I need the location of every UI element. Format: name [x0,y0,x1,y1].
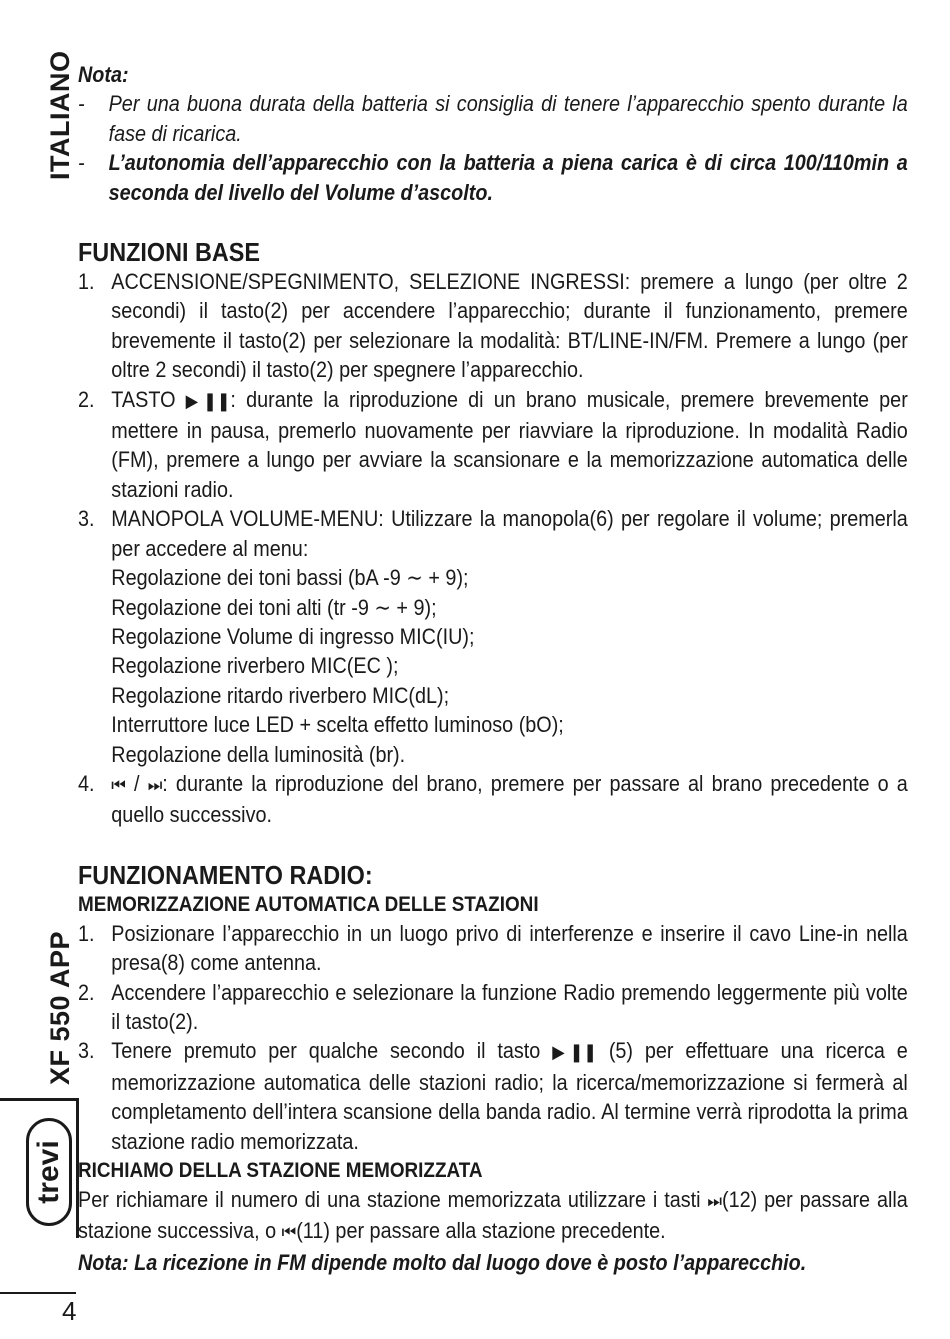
recall-heading: RICHIAMO DELLA STAZIONE MEMORIZZATA [78,1159,483,1182]
note-title: Nota: [78,62,129,87]
basic-item-text: ACCENSIONE/SPEGNIMENTO, SELEZIONE INGRESSI: premere a lungo (per oltre 2 secondi) il tasto(2) per accendere l’apparecchio; durante il funzionamento, premere brevemente il tasto(2) per selezionare la modalità: BT/LINE-IN/FM. Premere a lungo (per oltre 2 secondi) il tasto(2) per spegnere l’apparecchio. [111,269,908,383]
basic-item-text: MANOPOLA VOLUME-MENU: Utilizzare la manopola(6) per regolare il volume; premerla per accedere al menu: [111,506,908,561]
next-track-icon: ⏭ [707,1191,723,1212]
radio-item-2: 2. Accendere l’apparecchio e selezionare la funzione Radio premendo leggermente più volte il tasto(2). [78,978,908,1037]
basic-item-text: : durante la riproduzione di un brano musicale, premere brevemente per mettere in pausa, premerlo nuovamente per riavviare la riproduzione. In modalità Radio (FM), premere a lungo per avviare la scansionare e la memorizzazione automatica delle stazioni radio. [111,386,908,502]
radio-item-prefix: Tenere premuto per qualche secondo il tasto [111,1038,541,1064]
recall-paragraph: Per richiamare il numero di una stazione memorizzata utilizzare i tasti ⏭(12) per passare alla stazione successiva, o ⏮(11) per passare alla stazione precedente. [78,1185,908,1248]
side-divider [0,1098,76,1101]
menu-line: Interruttore luce LED + scelta effetto luminoso (bO); [111,712,564,738]
menu-line: Regolazione riverbero MIC(EC ); [111,653,399,679]
auto-store-heading: MEMORIZZAZIONE AUTOMATICA DELLE STAZIONI [78,892,539,916]
menu-line: Regolazione dei toni bassi (bA -9 ∼ + 9); [111,565,469,591]
basic-item-4: 4. ⏮ / ⏭: durante la riproduzione del brano, premere per passare al brano precedente o a quello successivo. [78,770,908,828]
fm-reception-note: Nota: La ricezione in FM dipende molto dal luogo dove è posto l’apparecchio. [78,1249,807,1275]
radio-item-text: (5) per effettuare una ricerca e memorizzazione automatica delle stazioni radio; la ricerca/memorizzazione si fermerà al completamento dell’intera scansione della banda radio. Al termine verrà riprodotta la prima stazione radio memorizzata. [111,1038,908,1154]
menu-line: Regolazione dei toni alti (tr -9 ∼ + 9); [111,594,437,620]
radio-item-text: Accendere l’apparecchio e selezionare la funzione Radio premendo leggermente più volte il tasto(2). [111,979,908,1034]
basic-item-prefix: TASTO [111,386,176,412]
trevi-logo [26,1118,72,1226]
basic-functions-heading: FUNZIONI BASE [78,237,261,268]
logo-text: trevi [32,1140,65,1204]
menu-line: Regolazione della luminosità (br). [111,741,406,767]
basic-item-text: : durante la riproduzione del brano, premere per passare al brano precedente o a quello successivo. [111,770,908,828]
previous-track-icon: ⏮ [281,1222,297,1244]
basic-item-1: 1. ACCENSIONE/SPEGNIMENTO, SELEZIONE INGRESSI: premere a lungo (per oltre 2 secondi) il tasto(2) per accendere l’apparecchio; durante il funzionamento, premere brevemente il tasto(2) per selezionare la modalità: BT/LINE-IN/FM. Premere a lungo (per oltre 2 secondi) il tasto(2) per spegnere l’apparecchio. [78,267,908,385]
main-content [78,60,908,1277]
basic-item-2: 2. TASTO ▶ ❚❚: durante la riproduzione di un brano musicale, premere brevemente per mettere in pausa, premerlo nuovamente per riavviare la riproduzione. In modalità Radio (FM), premere a lungo per avviare la scansionare e la memorizzazione automatica delle stazioni radio. [78,386,908,502]
next-track-icon: ⏭ [147,774,163,796]
radio-item-1: 1. Posizionare l’apparecchio in un luogo privo di interferenze e inserire il cavo Line-in nella presa(8) come antenna. [78,919,908,978]
note-section [78,60,908,207]
radio-item-text: Posizionare l’apparecchio in un luogo privo di interferenze e inserire il cavo Line-in nella presa(8) come antenna. [111,920,908,976]
basic-item-3: 3. MANOPOLA VOLUME-MENU: Utilizzare la manopola(6) per regolare il volume; premerla per accedere al menu: Regolazione dei toni bassi (bA -9 ∼ + 9); Regolazione dei toni alti (tr -9 ∼ + 9); Regolazione Volume di ingresso MIC(IU); Regolazione riverbero MIC(EC ); Regolazione ritardo riverbero MIC(dL); Interruttore luce LED + scelta effetto luminoso (bO); Regolazione della luminosità (br). [78,504,908,769]
language-label: ITALIANO [45,50,75,180]
model-side-label [45,930,78,1085]
menu-line: Regolazione Volume di ingresso MIC(IU); [111,623,475,649]
note-item: - Per una buona durata della batteria si consiglia di tenere l’apparecchio spento durante la fase di ricarica. [78,89,908,148]
language-side-label [45,50,78,180]
play-pause-icon: ▶ ❚❚ [185,390,231,412]
radio-heading: FUNZIONAMENTO RADIO: [78,859,373,890]
page-number: 4 [62,1296,77,1326]
previous-track-icon: ⏮ [111,774,126,796]
play-pause-icon: ▶ ❚❚ [552,1042,597,1064]
menu-line: Regolazione ritardo riverbero MIC(dL); [111,682,450,708]
note-text: Per una buona durata della batteria si consiglia di tenere l’apparecchio spento durante la fase di ricarica. [108,91,908,146]
note-item: - L’autonomia dell’apparecchio con la batteria a piena carica è di circa 100/110min a seconda del livello del Volume d’ascolto. [78,148,908,207]
note-text: L’autonomia dell’apparecchio con la batteria a piena carica è di circa 100/110min a seconda del livello del Volume d’ascolto. [108,150,908,205]
model-label: XF 550 APP [45,930,75,1085]
footer-divider [0,1292,76,1294]
radio-item-3: 3. Tenere premuto per qualche secondo il tasto ▶ ❚❚ (5) per effettuare una ricerca e memorizzazione automatica delle stazioni radio; la ricerca/memorizzazione si fermerà al completamento dell’intera scansione della banda radio. Al termine verrà riprodotta la prima stazione radio memorizzata. [78,1038,908,1154]
